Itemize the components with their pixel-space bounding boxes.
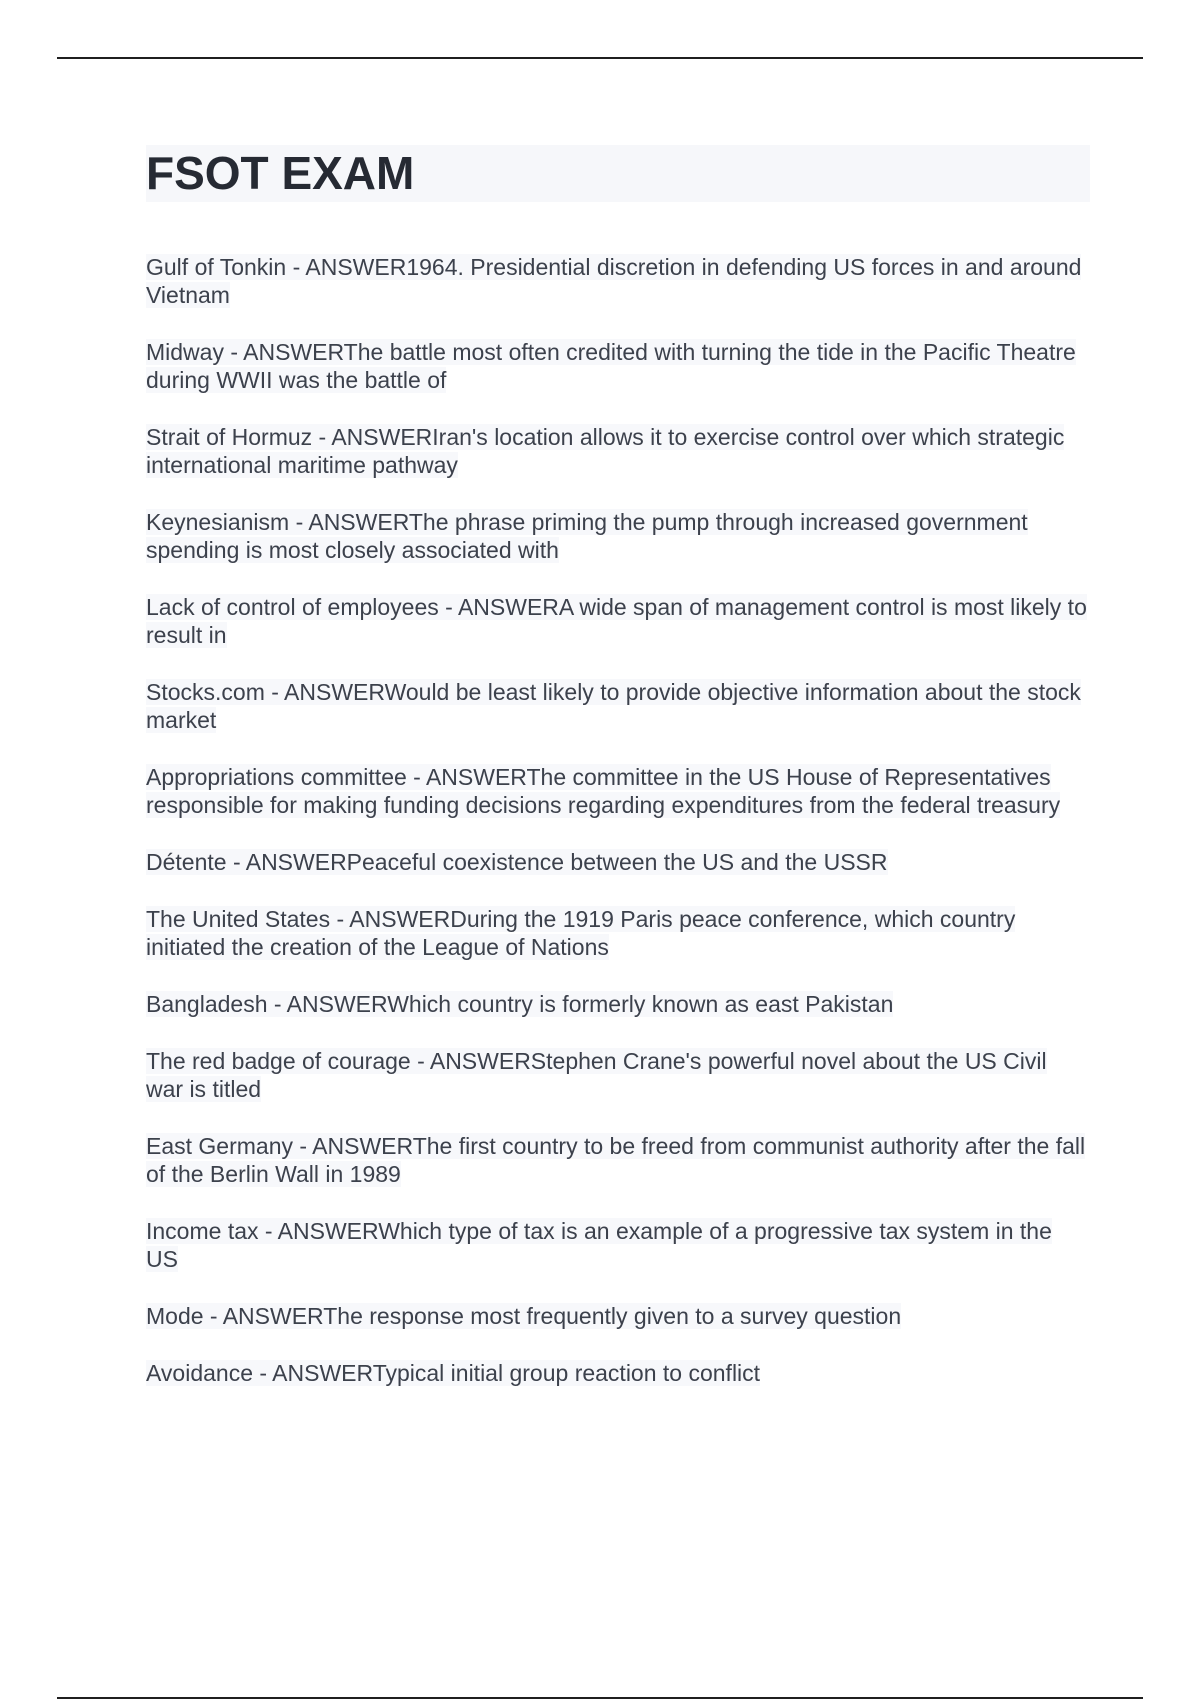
document-body — [146, 145, 1090, 1416]
qa-text: Lack of control of employees - ANSWERA wide span of management control is most likely to result in — [146, 594, 1087, 648]
header-rule — [57, 57, 1143, 59]
qa-item — [146, 678, 1090, 734]
qa-text: Keynesianism - ANSWERThe phrase priming the pump through increased government spending is most closely associated with — [146, 509, 1028, 563]
qa-item — [146, 1217, 1090, 1273]
qa-item — [146, 848, 1090, 876]
qa-text: East Germany - ANSWERThe first country to be freed from communist authority after the fall of the Berlin Wall in 1989 — [146, 1133, 1086, 1187]
qa-item — [146, 763, 1090, 819]
qa-item — [146, 1047, 1090, 1103]
document-title: FSOT EXAM — [146, 145, 1090, 202]
qa-list — [146, 253, 1090, 1387]
qa-text: Midway - ANSWERThe battle most often credited with turning the tide in the Pacific Theatre during WWII was the battle of — [146, 339, 1076, 393]
qa-text: The United States - ANSWERDuring the 1919 Paris peace conference, which country initiated the creation of the League of Nations — [146, 906, 1016, 960]
qa-text: Avoidance - ANSWERTypical initial group reaction to conflict — [146, 1360, 761, 1386]
qa-item — [146, 905, 1090, 961]
qa-text: Mode - ANSWERThe response most frequently given to a survey question — [146, 1303, 902, 1329]
qa-item — [146, 593, 1090, 649]
qa-item — [146, 1302, 1090, 1330]
qa-item — [146, 990, 1090, 1018]
qa-item — [146, 508, 1090, 564]
qa-item — [146, 1132, 1090, 1188]
qa-text: Income tax - ANSWERWhich type of tax is an example of a progressive tax system in the US — [146, 1218, 1052, 1272]
qa-text: The red badge of courage - ANSWERStephen Crane's powerful novel about the US Civil war is titled — [146, 1048, 1047, 1102]
qa-text: Appropriations committee - ANSWERThe committee in the US House of Representatives responsible for making funding decisions regarding expenditures from the federal treasury — [146, 764, 1061, 818]
qa-text: Gulf of Tonkin - ANSWER1964. Presidential discretion in defending US forces in and around Vietnam — [146, 254, 1082, 308]
qa-text: Détente - ANSWERPeaceful coexistence between the US and the USSR — [146, 849, 888, 875]
qa-text: Strait of Hormuz - ANSWERIran's location allows it to exercise control over which strategic international maritime pathway — [146, 424, 1065, 478]
footer-rule — [57, 1697, 1143, 1699]
qa-item — [146, 338, 1090, 394]
qa-item — [146, 253, 1090, 309]
qa-text: Stocks.com - ANSWERWould be least likely to provide objective information about the stock market — [146, 679, 1081, 733]
qa-text: Bangladesh - ANSWERWhich country is formerly known as east Pakistan — [146, 991, 894, 1017]
qa-item — [146, 1359, 1090, 1387]
qa-item — [146, 423, 1090, 479]
